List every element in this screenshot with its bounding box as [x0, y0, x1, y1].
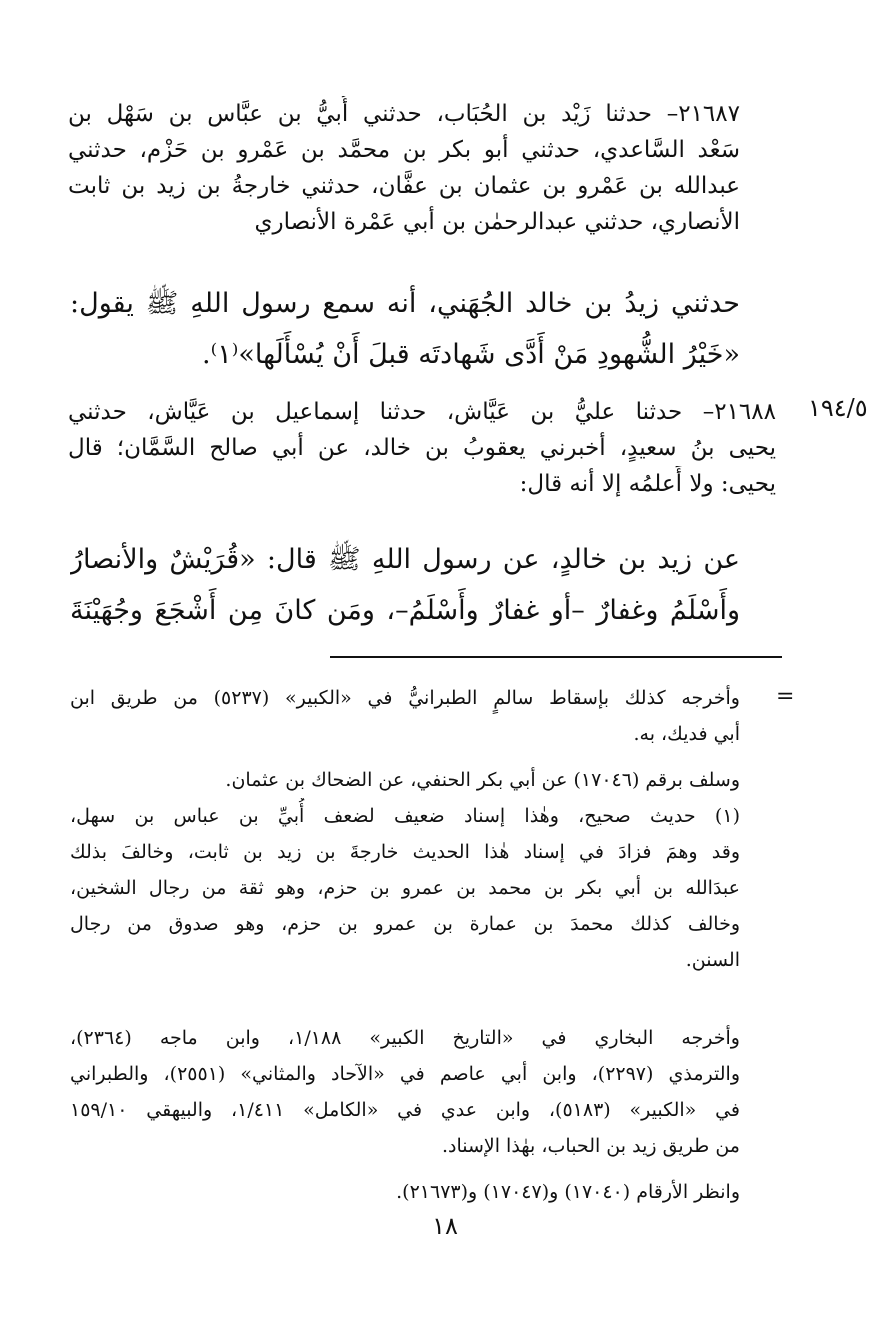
chain-line: يحيى: ولا أَعلمُه إلا أنه قال: [519, 471, 776, 497]
footnote-line: (١) حديث صحيح، وهٰذا إسناد ضعيف لضعف أُبيِّ بن عباس بن سهل، [70, 805, 740, 827]
hadith-21688-chain [68, 394, 776, 502]
margin-volume-page-ref: ١٩٤/٥ [808, 394, 868, 422]
footnote-see-also [70, 762, 740, 798]
hadith-21688-matn [70, 534, 740, 636]
footnote-line: وانظر الأرقام (١٧٠٤٠) و(١٧٠٤٧) و(٢١٦٧٣). [396, 1181, 740, 1203]
footnote-line: من طريق زيد بن الحباب، بهٰذا الإسناد. [441, 1135, 740, 1157]
page-number: ١٨ [432, 1212, 458, 1240]
chain-line: ٢١٦٨٨– حدثنا عليُّ بن عَيَّاش، حدثنا إسماعيل بن عَيَّاش، حدثني [68, 399, 776, 425]
chain-line: يحيى بنُ سعيدٍ، أخبرني يعقوبُ بن خالد، عن أبي صالح السَّمَّان؛ قال [68, 435, 776, 461]
matn-line: حدثني زيدُ بن خالد الجُهَني، أنه سمع رسول اللهِ ﷺ يقول: [70, 288, 740, 319]
footnote-1 [70, 798, 740, 978]
hadith-21687-matn [70, 278, 740, 380]
footnote-line: وأخرجه كذلك بإسقاط سالمٍ الطبرانيُّ في «الكبير» (٥٢٣٧) من طريق ابن [70, 687, 740, 709]
continuation-mark: = [776, 684, 795, 709]
footnote-line: وأخرجه البخاري في «التاريخ الكبير» ١/١٨٨، وابن ماجه (٢٣٦٤)، [70, 1027, 740, 1049]
footnote-takhrij [70, 1020, 740, 1164]
footnote-line: في «الكبير» (٥١٨٣)، وابن عدي في «الكامل» ١/٤١١، والبيهقي ١٥٩/١٠ [70, 1099, 740, 1121]
footnote-continuation [70, 680, 740, 752]
footnote-line: والترمذي (٢٢٩٧)، وابن أبي عاصم في «الآحاد والمثاني» (٢٥٥١)، والطبراني [70, 1063, 740, 1085]
footnote-line: السنن. [685, 949, 740, 971]
chain-line: عبدالله بن عَمْرو بن عثمان بن عفَّان، حدثني خارجةُ بن زيد بن ثابت [68, 173, 740, 199]
matn-line: وأَسْلَمُ وغفارٌ –أو غفارٌ وأَسْلَمُ–، ومَن كانَ مِن أَشْجَعَ وجُهَيْنَةَ [70, 595, 740, 626]
footnote-line: وخالف كذلك محمدَ بن عمارة بن عمرو بن حزم، وهو صدوق من رجال [70, 913, 740, 935]
footnote-line: وقد وهمَ فزادَ في إسناد هٰذا الحديث خارجةَ بن زيد بن ثابت، وخالفَ بذلك [70, 841, 740, 863]
footnote-line: عبدَالله بن أبي بكر بن محمد بن عمرو بن حزم، وهو ثقة من رجال الشخين، [70, 877, 740, 899]
chain-line: سَعْد السَّاعدي، حدثني أبو بكر بن محمَّد بن عَمْرو بن حَزْم، حدثني [68, 137, 740, 163]
chain-line: الأنصاري، حدثني عبدالرحمٰن بن أبي عَمْرة الأنصاري [254, 209, 740, 235]
matn-line: «خَيْرُ الشُّهودِ مَنْ أَدَّى شَهادتَه قبلَ أَنْ يُسْأَلَها»⁽١⁾. [202, 339, 740, 370]
hadith-21687-chain [68, 96, 740, 240]
footnote-line: أبي فديك، به. [633, 723, 740, 745]
footnote-separator [330, 656, 782, 658]
matn-line: عن زيد بن خالدٍ، عن رسول اللهِ ﷺ قال: «قُرَيْشٌ والأنصارُ [70, 544, 740, 575]
footnote-see-numbers [70, 1174, 740, 1210]
chain-line: ٢١٦٨٧– حدثنا زَيْد بن الحُبَاب، حدثني أُبيُّ بن عبَّاس بن سَهْل بن [68, 101, 740, 127]
footnote-line: وسلف برقم (١٧٠٤٦) عن أبي بكر الحنفي، عن الضحاك بن عثمان. [225, 769, 740, 791]
